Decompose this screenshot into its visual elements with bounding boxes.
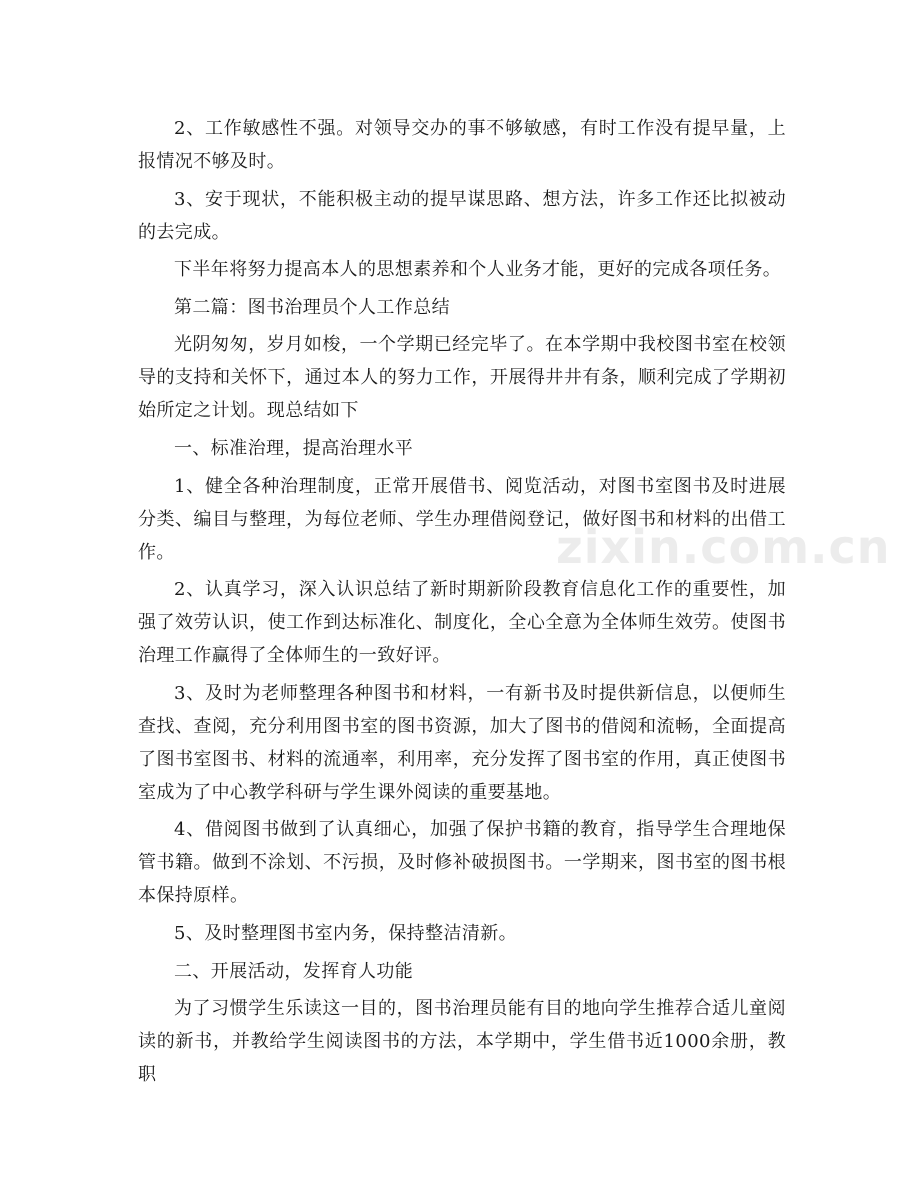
paragraph-3: 下半年将努力提高本人的思想素养和个人业务才能，更好的完成各项任务。: [174, 259, 782, 281]
list-item-3: 3、及时为老师整理各种图书和材料，一有新书及时提供新信息，以便师生查找、查阅，充分利用图书室的图书资源，加大了图书的借阅和流畅，全面提高了图书室图书、材料的流通率，利用率，充分发挥了图书室的作用，真正使图书室成为了中心教学科研与学生课外阅读的重要基地。: [138, 682, 786, 803]
list-item-2: 2、认真学习，深入认识总结了新时期新阶段教育信息化工作的重要性，加强了效劳认识，使工作到达标准化、制度化，全心全意为全体师生效劳。使图书治理工作赢得了全体师生的一致好评。: [138, 579, 786, 667]
list-item-1: 1、健全各种治理制度，正常开展借书、阅览活动，对图书室图书及时进展分类、编目与整理，为每位老师、学生办理借阅登记，做好图书和材料的出借工作。: [138, 475, 786, 563]
list-item-4: 4、借阅图书做到了认真细心，加强了保护书籍的教育，指导学生合理地保管书籍。做到不涂划、不污损，及时修补破损图书。一学期来，图书室的图书根本保持原样。: [138, 819, 786, 907]
paragraph-2: 3、安于现状，不能积极主动的提早谋思路、想方法，许多工作还比拟被动的去完成。: [138, 188, 786, 243]
document-body: [138, 112, 786, 1096]
watermark-text: zixin.com.cn: [556, 520, 891, 574]
list-item-5: 5、及时整理图书室内务，保持整洁清新。: [174, 922, 518, 944]
section-heading-2: 第二篇：图书治理员个人工作总结: [174, 296, 450, 318]
paragraph-intro: 光阴匆匆，岁月如梭，一个学期已经完毕了。在本学期中我校图书室在校领导的支持和关怀下，通过本人的努力工作，开展得井井有条，顺利完成了学期初始所定之计划。现总结如下: [138, 334, 786, 422]
subheading-2: 二、开展活动，发挥育人功能: [174, 960, 414, 982]
paragraph-1: 2、工作敏感性不强。对领导交办的事不够敏感，有时工作没有提早量，上报情况不够及时。: [138, 118, 786, 172]
paragraph-final: 为了习惯学生乐读这一目的，图书治理员能有目的地向学生推荐合适儿童阅读的新书，并教给学生阅读图书的方法，本学期中，学生借书近1000余册，教职: [138, 998, 786, 1086]
subheading-1: 一、标准治理，提高治理水平: [174, 437, 414, 459]
